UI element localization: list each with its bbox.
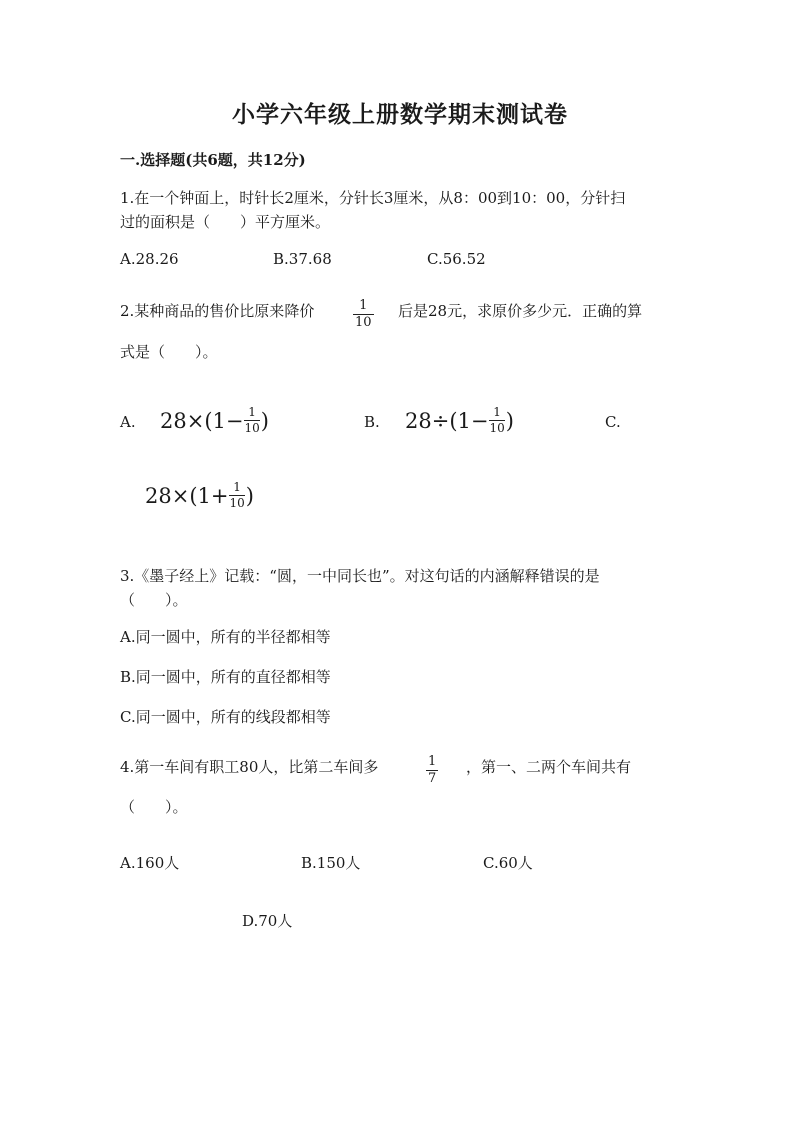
question-4-line-1-part-2: ，第一、二两个车间共有 xyxy=(466,758,632,776)
question-2-line-2: 式是（ ）。 xyxy=(120,343,218,361)
fraction-numerator: 1 xyxy=(359,298,368,313)
question-4-option-d: D.70人 xyxy=(242,912,293,930)
fraction-numerator: 1 xyxy=(428,754,437,769)
question-4-option-a: A.160人 xyxy=(120,854,180,872)
fraction-numerator: 1 xyxy=(248,405,256,419)
expression-lead: 28×(1+ xyxy=(145,483,229,508)
expression-close: ) xyxy=(245,483,254,508)
question-1-option-c: C.56.52 xyxy=(427,250,486,268)
fraction-denominator: 10 xyxy=(229,496,245,510)
question-3-option-a: A.同一圆中，所有的半径都相等 xyxy=(120,628,331,646)
section-heading: 一.选择题(共6题，共12分) xyxy=(120,151,306,169)
question-2-option-b-label: B. xyxy=(364,413,380,431)
question-4-option-b: B.150人 xyxy=(301,854,361,872)
question-2-option-c-expression xyxy=(145,481,254,510)
expression-fraction xyxy=(229,481,244,510)
question-4-option-c: C.60人 xyxy=(483,854,533,872)
question-1-line-2: 过的面积是（ ）平方厘米。 xyxy=(120,213,331,231)
question-2-option-c-label: C. xyxy=(605,413,621,431)
expression-lead: 28×(1− xyxy=(160,408,244,433)
question-1-option-b: B.37.68 xyxy=(273,250,332,268)
expression-fraction xyxy=(244,406,259,435)
question-2-option-a-label: A. xyxy=(120,413,136,431)
question-4-line-1-part-1: 4.第一车间有职工80人，比第二车间多 xyxy=(120,758,379,776)
question-3-option-c: C.同一圆中，所有的线段都相等 xyxy=(120,708,331,726)
fraction-denominator: 10 xyxy=(489,421,505,435)
fraction-denominator: 7 xyxy=(428,771,437,786)
fraction-denominator: 10 xyxy=(355,315,372,330)
fraction-denominator: 10 xyxy=(244,421,260,435)
question-1-option-a: A.28.26 xyxy=(120,250,179,268)
question-2-line-1-part-2: 后是28元，求原价多少元．正确的算 xyxy=(398,302,643,320)
question-2-option-a-expression xyxy=(160,406,269,435)
expression-fraction xyxy=(489,406,504,435)
question-2-option-b-expression xyxy=(405,406,514,435)
expression-close: ) xyxy=(505,408,514,433)
fraction-numerator: 1 xyxy=(233,480,241,494)
question-2-line-1-part-1: 2.某种商品的售价比原来降价 xyxy=(120,302,315,320)
question-4-fraction xyxy=(426,755,438,786)
question-1-line-1: 1.在一个钟面上，时针长2厘米，分针长3厘米，从8：00到10：00，分针扫 xyxy=(120,189,626,207)
question-2-fraction xyxy=(353,299,374,330)
fraction-numerator: 1 xyxy=(493,405,501,419)
question-3-line-1: 3.《墨子经上》记载：“圆，一中同长也”。对这句话的内涵解释错误的是 xyxy=(120,567,600,585)
expression-close: ) xyxy=(260,408,269,433)
expression-lead: 28÷(1− xyxy=(405,408,489,433)
question-3-option-b: B.同一圆中，所有的直径都相等 xyxy=(120,668,331,686)
page-title: 小学六年级上册数学期末测试卷 xyxy=(232,101,568,128)
question-4-line-2: （ ）。 xyxy=(120,798,188,816)
question-3-line-2: （ ）。 xyxy=(120,591,188,609)
